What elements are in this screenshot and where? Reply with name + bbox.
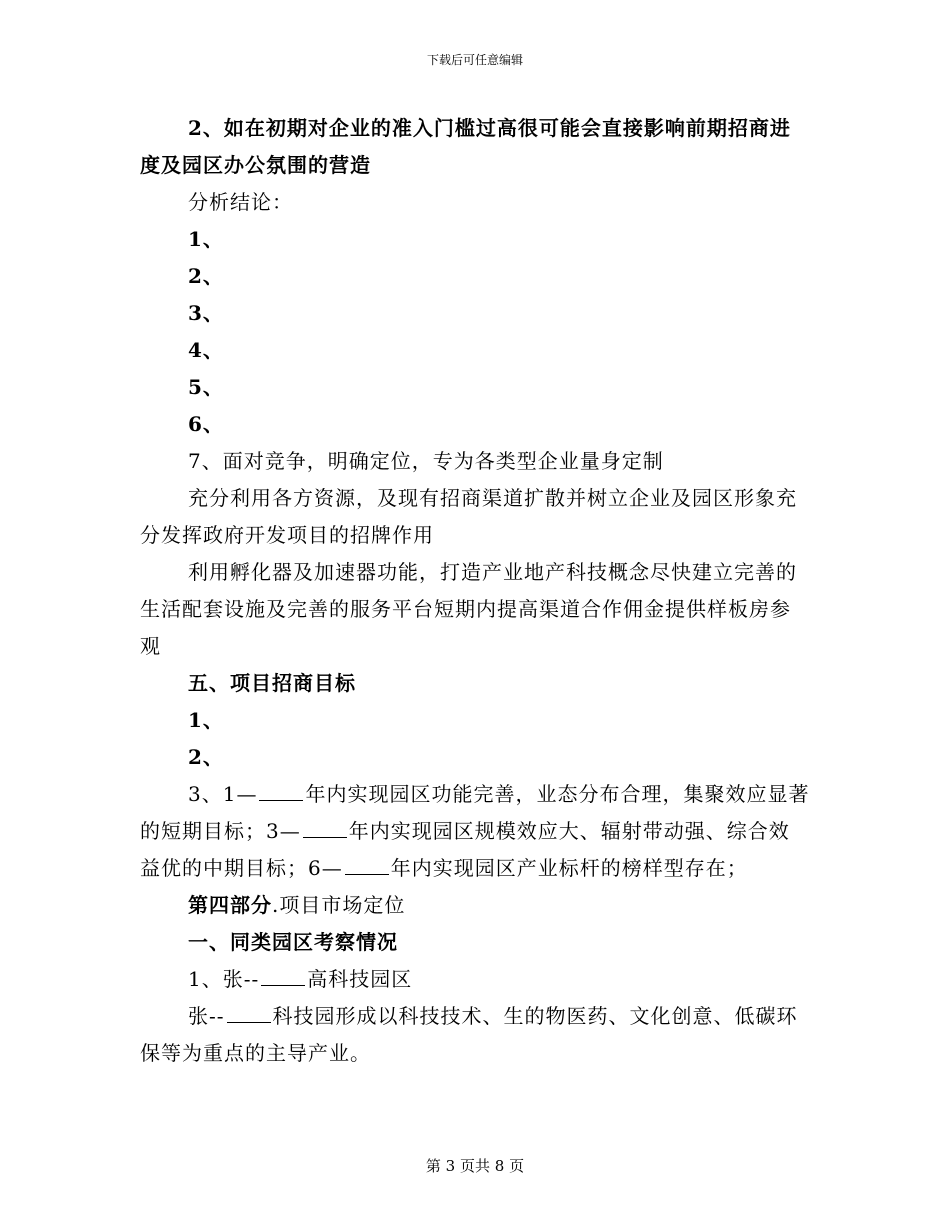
list-item-2: 2、 (188, 264, 224, 288)
target-item-3-part-c: 年内实现园区规模效应大、辐射带动强、综合效益优的中期目标；6— (140, 819, 790, 880)
paragraph-analysis-heading: 分析结论： (188, 190, 293, 214)
survey-item-1-part-a: 1、张-- (188, 967, 260, 991)
paragraph-1: 2、如在初期对企业的准入门槛过高很可能会直接影响前期招商进度及园区办公氛围的营造 (140, 116, 791, 177)
blank-underline (227, 1004, 271, 1023)
list-item-4: 4、 (188, 338, 224, 362)
list-item-6: 6、 (188, 412, 224, 436)
target-item-3-part-d: 年内实现园区产业标杆的榜样型存在； (390, 856, 748, 880)
document-body (140, 110, 810, 1072)
target-item-3-part-a: 3、1— (188, 782, 258, 806)
paragraph-incubator: 利用孵化器及加速器功能，打造产业地产科技概念尽快建立完善的生活配套设施及完善的服务平台短期内提高渠道合作佣金提供样板房参观 (140, 560, 797, 658)
header-note: 下载后可任意编辑 (426, 53, 523, 67)
part-four-label: 第四部分 (188, 893, 272, 917)
list-item-3: 3、 (188, 301, 224, 325)
list-item-7-text: 7、面对竞争，明确定位，专为各类型企业量身定制 (188, 449, 664, 473)
paragraph-resources: 充分利用各方资源，及现有招商渠道扩散并树立企业及园区形象充分发挥政府开发项目的招牌作用 (140, 486, 797, 547)
blank-underline (261, 967, 305, 986)
blank-underline (345, 856, 389, 875)
target-item-1: 1、 (188, 708, 224, 732)
blank-underline (259, 782, 303, 801)
part-four-title: .项目市场定位 (272, 893, 406, 917)
section-heading-targets: 五、项目招商目标 (188, 671, 356, 695)
paragraph-industries-part-b: 科技园形成以科技技术、生的物医药、文化创意、低碳环保等为重点的主导产业。 (140, 1004, 798, 1065)
paragraph-industries-part-a: 张-- (188, 1004, 225, 1028)
survey-item-1 (140, 961, 810, 998)
list-item-1: 1、 (188, 227, 224, 251)
list-item-5: 5、 (188, 375, 224, 399)
target-item-3-part-b: 年内实现园区功能完善，业态分布合理，集聚效应显著的短期目标；3— (140, 782, 810, 843)
target-item-3 (140, 776, 810, 887)
paragraph-industries (140, 998, 810, 1072)
part-four-heading (140, 887, 810, 924)
target-item-2: 2、 (188, 745, 224, 769)
page-number: 第 3 页共 8 页 (425, 1157, 525, 1175)
section-heading-survey: 一、同类园区考察情况 (188, 930, 398, 954)
list-item-7 (140, 443, 810, 480)
survey-item-1-part-b: 高科技园区 (307, 967, 413, 991)
blank-underline (303, 819, 347, 838)
